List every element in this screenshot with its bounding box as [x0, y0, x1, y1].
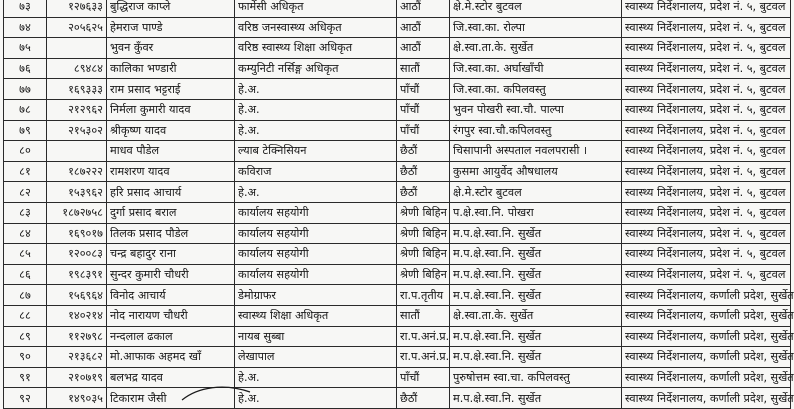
- level-cell: छैठौं: [397, 141, 450, 162]
- employee-id-cell: २१३६८२: [47, 347, 107, 368]
- serial-cell: ८५: [4, 244, 47, 265]
- office-cell: क्षे.स्वा.ता.के. सुर्खेत: [450, 38, 622, 59]
- employee-id-cell: [47, 38, 107, 59]
- employee-id-cell: १४९०३५: [47, 388, 107, 409]
- employee-id-cell: ११२७९८: [47, 326, 107, 347]
- level-cell: श्रेणी बिहिन: [397, 202, 450, 223]
- table-row: [4, 202, 791, 223]
- name-cell: बलभद्र यादव: [107, 367, 235, 388]
- table-row: [4, 223, 791, 244]
- serial-cell: ७९: [4, 120, 47, 141]
- position-cell: कार्यालय सहयोगी: [235, 244, 397, 265]
- employee-id-cell: १२७६३३: [47, 0, 107, 17]
- level-cell: पाँचौं: [397, 120, 450, 141]
- table-row: [4, 0, 791, 17]
- office-cell: भुवन पोखरी स्वा.चौ. पाल्पा: [450, 99, 622, 120]
- employee-id-cell: १४०२१४: [47, 305, 107, 326]
- position-cell: कविराज: [235, 161, 397, 182]
- name-cell: टिकाराम जैसी: [107, 388, 235, 409]
- table-row: [4, 182, 791, 203]
- table-row: [4, 99, 791, 120]
- position-cell: कम्युनिटी नर्सिङ्ग अधिकृत: [235, 58, 397, 79]
- directorate-cell: स्वास्थ्य निर्देशनालय, कर्णाली प्रदेश, सुर्खेत: [622, 305, 791, 326]
- employee-id-cell: १६९३३३: [47, 79, 107, 100]
- office-cell: म.प.क्षे.स्वा.नि. सुर्खेत: [450, 388, 622, 409]
- serial-cell: ९०: [4, 347, 47, 368]
- employee-id-cell: १८७२२२: [47, 161, 107, 182]
- name-cell: विनोद आचार्य: [107, 285, 235, 306]
- office-cell: म.प.क्षे.स्वा.नि. सुर्खेत: [450, 264, 622, 285]
- position-cell: डेमोग्राफर: [235, 285, 397, 306]
- position-cell: ल्याब टेक्निसियन: [235, 141, 397, 162]
- serial-cell: ८३: [4, 202, 47, 223]
- position-cell: फार्मेसी अधिकृत: [235, 0, 397, 17]
- office-cell: म.प.क्षे.स्वा.नि. सुर्खेत: [450, 223, 622, 244]
- position-cell: लेखापाल: [235, 347, 397, 368]
- serial-cell: ८८: [4, 305, 47, 326]
- office-cell: म.प.क्षे.स्वा.नि. सुर्खेत: [450, 347, 622, 368]
- directorate-cell: स्वास्थ्य निर्देशनालय, प्रदेश नं. ५, बुटवल: [622, 202, 791, 223]
- level-cell: सातौं: [397, 305, 450, 326]
- level-cell: रा.प.अनं.प्र.: [397, 347, 450, 368]
- office-cell: म.प.क्षे.स्वा.नि. सुर्खेत: [450, 285, 622, 306]
- position-cell: नायब सुब्बा: [235, 326, 397, 347]
- name-cell: माधव पौडेल: [107, 141, 235, 162]
- table-row: [4, 367, 791, 388]
- name-cell: हरि प्रसाद आचार्य: [107, 182, 235, 203]
- table-row: [4, 244, 791, 265]
- position-cell: वरिष्ठ जनस्वास्थ्य अधिकृत: [235, 17, 397, 38]
- name-cell: रामशरण यादव: [107, 161, 235, 182]
- employee-id-cell: १५३९६२: [47, 182, 107, 203]
- directorate-cell: स्वास्थ्य निर्देशनालय, कर्णाली प्रदेश, सुर्खेत: [622, 347, 791, 368]
- level-cell: आठौं: [397, 38, 450, 59]
- employee-id-cell: २१२९६२: [47, 99, 107, 120]
- directorate-cell: स्वास्थ्य निर्देशनालय, प्रदेश नं. ५, बुटवल: [622, 79, 791, 100]
- office-cell: क्षे.मे.स्टोर बुटवल: [450, 0, 622, 17]
- employee-id-cell: २१५३०२: [47, 120, 107, 141]
- level-cell: छैठौं: [397, 161, 450, 182]
- office-cell: जि.स्वा.का. अर्घाखाँची: [450, 58, 622, 79]
- level-cell: श्रेणी बिहिन: [397, 264, 450, 285]
- table-row: [4, 347, 791, 368]
- table-row: [4, 79, 791, 100]
- position-cell: कार्यालय सहयोगी: [235, 223, 397, 244]
- directorate-cell: स्वास्थ्य निर्देशनालय, प्रदेश नं. ५, बुटवल: [622, 38, 791, 59]
- directorate-cell: स्वास्थ्य निर्देशनालय, कर्णाली प्रदेश, सुर्खेत: [622, 367, 791, 388]
- position-cell: हे.अ.: [235, 388, 397, 409]
- name-cell: दुर्गा प्रसाद बराल: [107, 202, 235, 223]
- level-cell: आठौं: [397, 17, 450, 38]
- level-cell: छैठौं: [397, 182, 450, 203]
- serial-cell: ७६: [4, 58, 47, 79]
- serial-cell: ८०: [4, 141, 47, 162]
- table-row: [4, 141, 791, 162]
- pen-mark: [180, 383, 260, 401]
- serial-cell: ८६: [4, 264, 47, 285]
- office-cell: जि.स्वा.का. रोल्पा: [450, 17, 622, 38]
- directorate-cell: स्वास्थ्य निर्देशनालय, कर्णाली प्रदेश, सुर्खेत: [622, 388, 791, 409]
- employee-id-cell: १५६९६४: [47, 285, 107, 306]
- name-cell: निर्मला कुमारी यादव: [107, 99, 235, 120]
- serial-cell: ८९: [4, 326, 47, 347]
- office-cell: क्षे.मे.स्टोर बुटवल: [450, 182, 622, 203]
- level-cell: आठौं: [397, 0, 450, 17]
- name-cell: कालिका भण्डारी: [107, 58, 235, 79]
- position-cell: हे.अ.: [235, 182, 397, 203]
- table-row: [4, 305, 791, 326]
- name-cell: भुवन कुँवर: [107, 38, 235, 59]
- serial-cell: ८४: [4, 223, 47, 244]
- directorate-cell: स्वास्थ्य निर्देशनालय, प्रदेश नं. ५, बुटवल: [622, 182, 791, 203]
- table-row: [4, 388, 791, 409]
- office-cell: चिसापानी अस्पताल नवलपरासी ।: [450, 141, 622, 162]
- name-cell: नन्दलाल ढकाल: [107, 326, 235, 347]
- table-row: [4, 120, 791, 141]
- employee-id-cell: २१०७१९: [47, 367, 107, 388]
- serial-cell: ८२: [4, 182, 47, 203]
- serial-cell: ८१: [4, 161, 47, 182]
- office-cell: कुसमा आयुर्वेद औषधालय: [450, 161, 622, 182]
- serial-cell: ७५: [4, 38, 47, 59]
- serial-cell: ७४: [4, 17, 47, 38]
- position-cell: वरिष्ठ स्वास्थ्य शिक्षा अधिकृत: [235, 38, 397, 59]
- serial-cell: ७७: [4, 79, 47, 100]
- name-cell: चन्द्र बहादुर राना: [107, 244, 235, 265]
- position-cell: कार्यालय सहयोगी: [235, 264, 397, 285]
- staff-table-body: [4, 0, 794, 408]
- staff-table: [3, 0, 794, 409]
- office-cell: प.क्षे.स्वा.नि. पोखरा: [450, 202, 622, 223]
- name-cell: हेमराज पाण्डे: [107, 17, 235, 38]
- table-row: [4, 17, 791, 38]
- table-row: [4, 58, 791, 79]
- level-cell: रा.प.अनं.प्र.: [397, 326, 450, 347]
- directorate-cell: स्वास्थ्य निर्देशनालय, प्रदेश नं. ५, बुटवल: [622, 244, 791, 265]
- employee-id-cell: १६९०१७: [47, 223, 107, 244]
- employee-id-cell: १९८३९१: [47, 264, 107, 285]
- directorate-cell: स्वास्थ्य निर्देशनालय, कर्णाली प्रदेश, सुर्खेत: [622, 285, 791, 306]
- position-cell: हे.अ.: [235, 99, 397, 120]
- directorate-cell: स्वास्थ्य निर्देशनालय, प्रदेश नं. ५, बुटवल: [622, 99, 791, 120]
- position-cell: कार्यालय सहयोगी: [235, 202, 397, 223]
- directorate-cell: स्वास्थ्य निर्देशनालय, प्रदेश नं. ५, बुटवल: [622, 17, 791, 38]
- name-cell: सुन्दर कुमारी चौधरी: [107, 264, 235, 285]
- office-cell: पुरुषोत्तम स्वा.चा. कपिलवस्तु: [450, 367, 622, 388]
- directorate-cell: स्वास्थ्य निर्देशनालय, प्रदेश नं. ५, बुटवल: [622, 58, 791, 79]
- table-row: [4, 38, 791, 59]
- directorate-cell: स्वास्थ्य निर्देशनालय, कर्णाली प्रदेश, सुर्खेत: [622, 326, 791, 347]
- serial-cell: ९२: [4, 388, 47, 409]
- directorate-cell: स्वास्थ्य निर्देशनालय, प्रदेश नं. ५, बुटवल: [622, 161, 791, 182]
- office-cell: म.प.क्षे.स्वा.नि. सुर्खेत: [450, 244, 622, 265]
- serial-cell: ८७: [4, 285, 47, 306]
- position-cell: हे.अ.: [235, 79, 397, 100]
- level-cell: श्रेणी बिहिन: [397, 223, 450, 244]
- level-cell: पाँचौं: [397, 367, 450, 388]
- table-row: [4, 264, 791, 285]
- level-cell: श्रेणी बिहिन: [397, 244, 450, 265]
- level-cell: पाँचौं: [397, 99, 450, 120]
- directorate-cell: स्वास्थ्य निर्देशनालय, प्रदेश नं. ५, बुटवल: [622, 0, 791, 17]
- directorate-cell: स्वास्थ्य निर्देशनालय, प्रदेश नं. ५, बुटवल: [622, 120, 791, 141]
- directorate-cell: स्वास्थ्य निर्देशनालय, प्रदेश नं. ५, बुटवल: [622, 223, 791, 244]
- table-row: [4, 285, 791, 306]
- name-cell: बुद्धिराज काप्ले: [107, 0, 235, 17]
- serial-cell: ७३: [4, 0, 47, 17]
- name-cell: तिलक प्रसाद पौडेल: [107, 223, 235, 244]
- office-cell: म.प.क्षे.स्वा.नि. सुर्खेत: [450, 326, 622, 347]
- table-row: [4, 326, 791, 347]
- directorate-cell: स्वास्थ्य निर्देशनालय, प्रदेश नं. ५, बुटवल: [622, 264, 791, 285]
- employee-id-cell: २०५६२५: [47, 17, 107, 38]
- name-cell: नोद नारायण चौधरी: [107, 305, 235, 326]
- level-cell: पाँचौं: [397, 79, 450, 100]
- serial-cell: ९१: [4, 367, 47, 388]
- employee-id-cell: ८९४८४: [47, 58, 107, 79]
- employee-id-cell: [47, 141, 107, 162]
- office-cell: जि.स्वा.का. कपिलवस्तु: [450, 79, 622, 100]
- name-cell: मो.आफाक अहमद खाँ: [107, 347, 235, 368]
- position-cell: स्वास्थ्य शिक्षा अधिकृत: [235, 305, 397, 326]
- table-row: [4, 161, 791, 182]
- office-cell: रंगपुर स्वा.चौ.कपिलवस्तु: [450, 120, 622, 141]
- office-cell: क्षे.स्वा.ता.के. सुर्खेत: [450, 305, 622, 326]
- level-cell: छैठौं: [397, 388, 450, 409]
- position-cell: हे.अ.: [235, 367, 397, 388]
- name-cell: श्रीकृष्ण यादव: [107, 120, 235, 141]
- level-cell: रा.प.तृतीय: [397, 285, 450, 306]
- level-cell: सातौं: [397, 58, 450, 79]
- serial-cell: ७८: [4, 99, 47, 120]
- employee-id-cell: १८७२७५८: [47, 202, 107, 223]
- employee-id-cell: १२००८३: [47, 244, 107, 265]
- position-cell: हे.अ.: [235, 120, 397, 141]
- directorate-cell: स्वास्थ्य निर्देशनालय, प्रदेश नं. ५, बुटवल: [622, 141, 791, 162]
- name-cell: राम प्रसाद भट्टराई: [107, 79, 235, 100]
